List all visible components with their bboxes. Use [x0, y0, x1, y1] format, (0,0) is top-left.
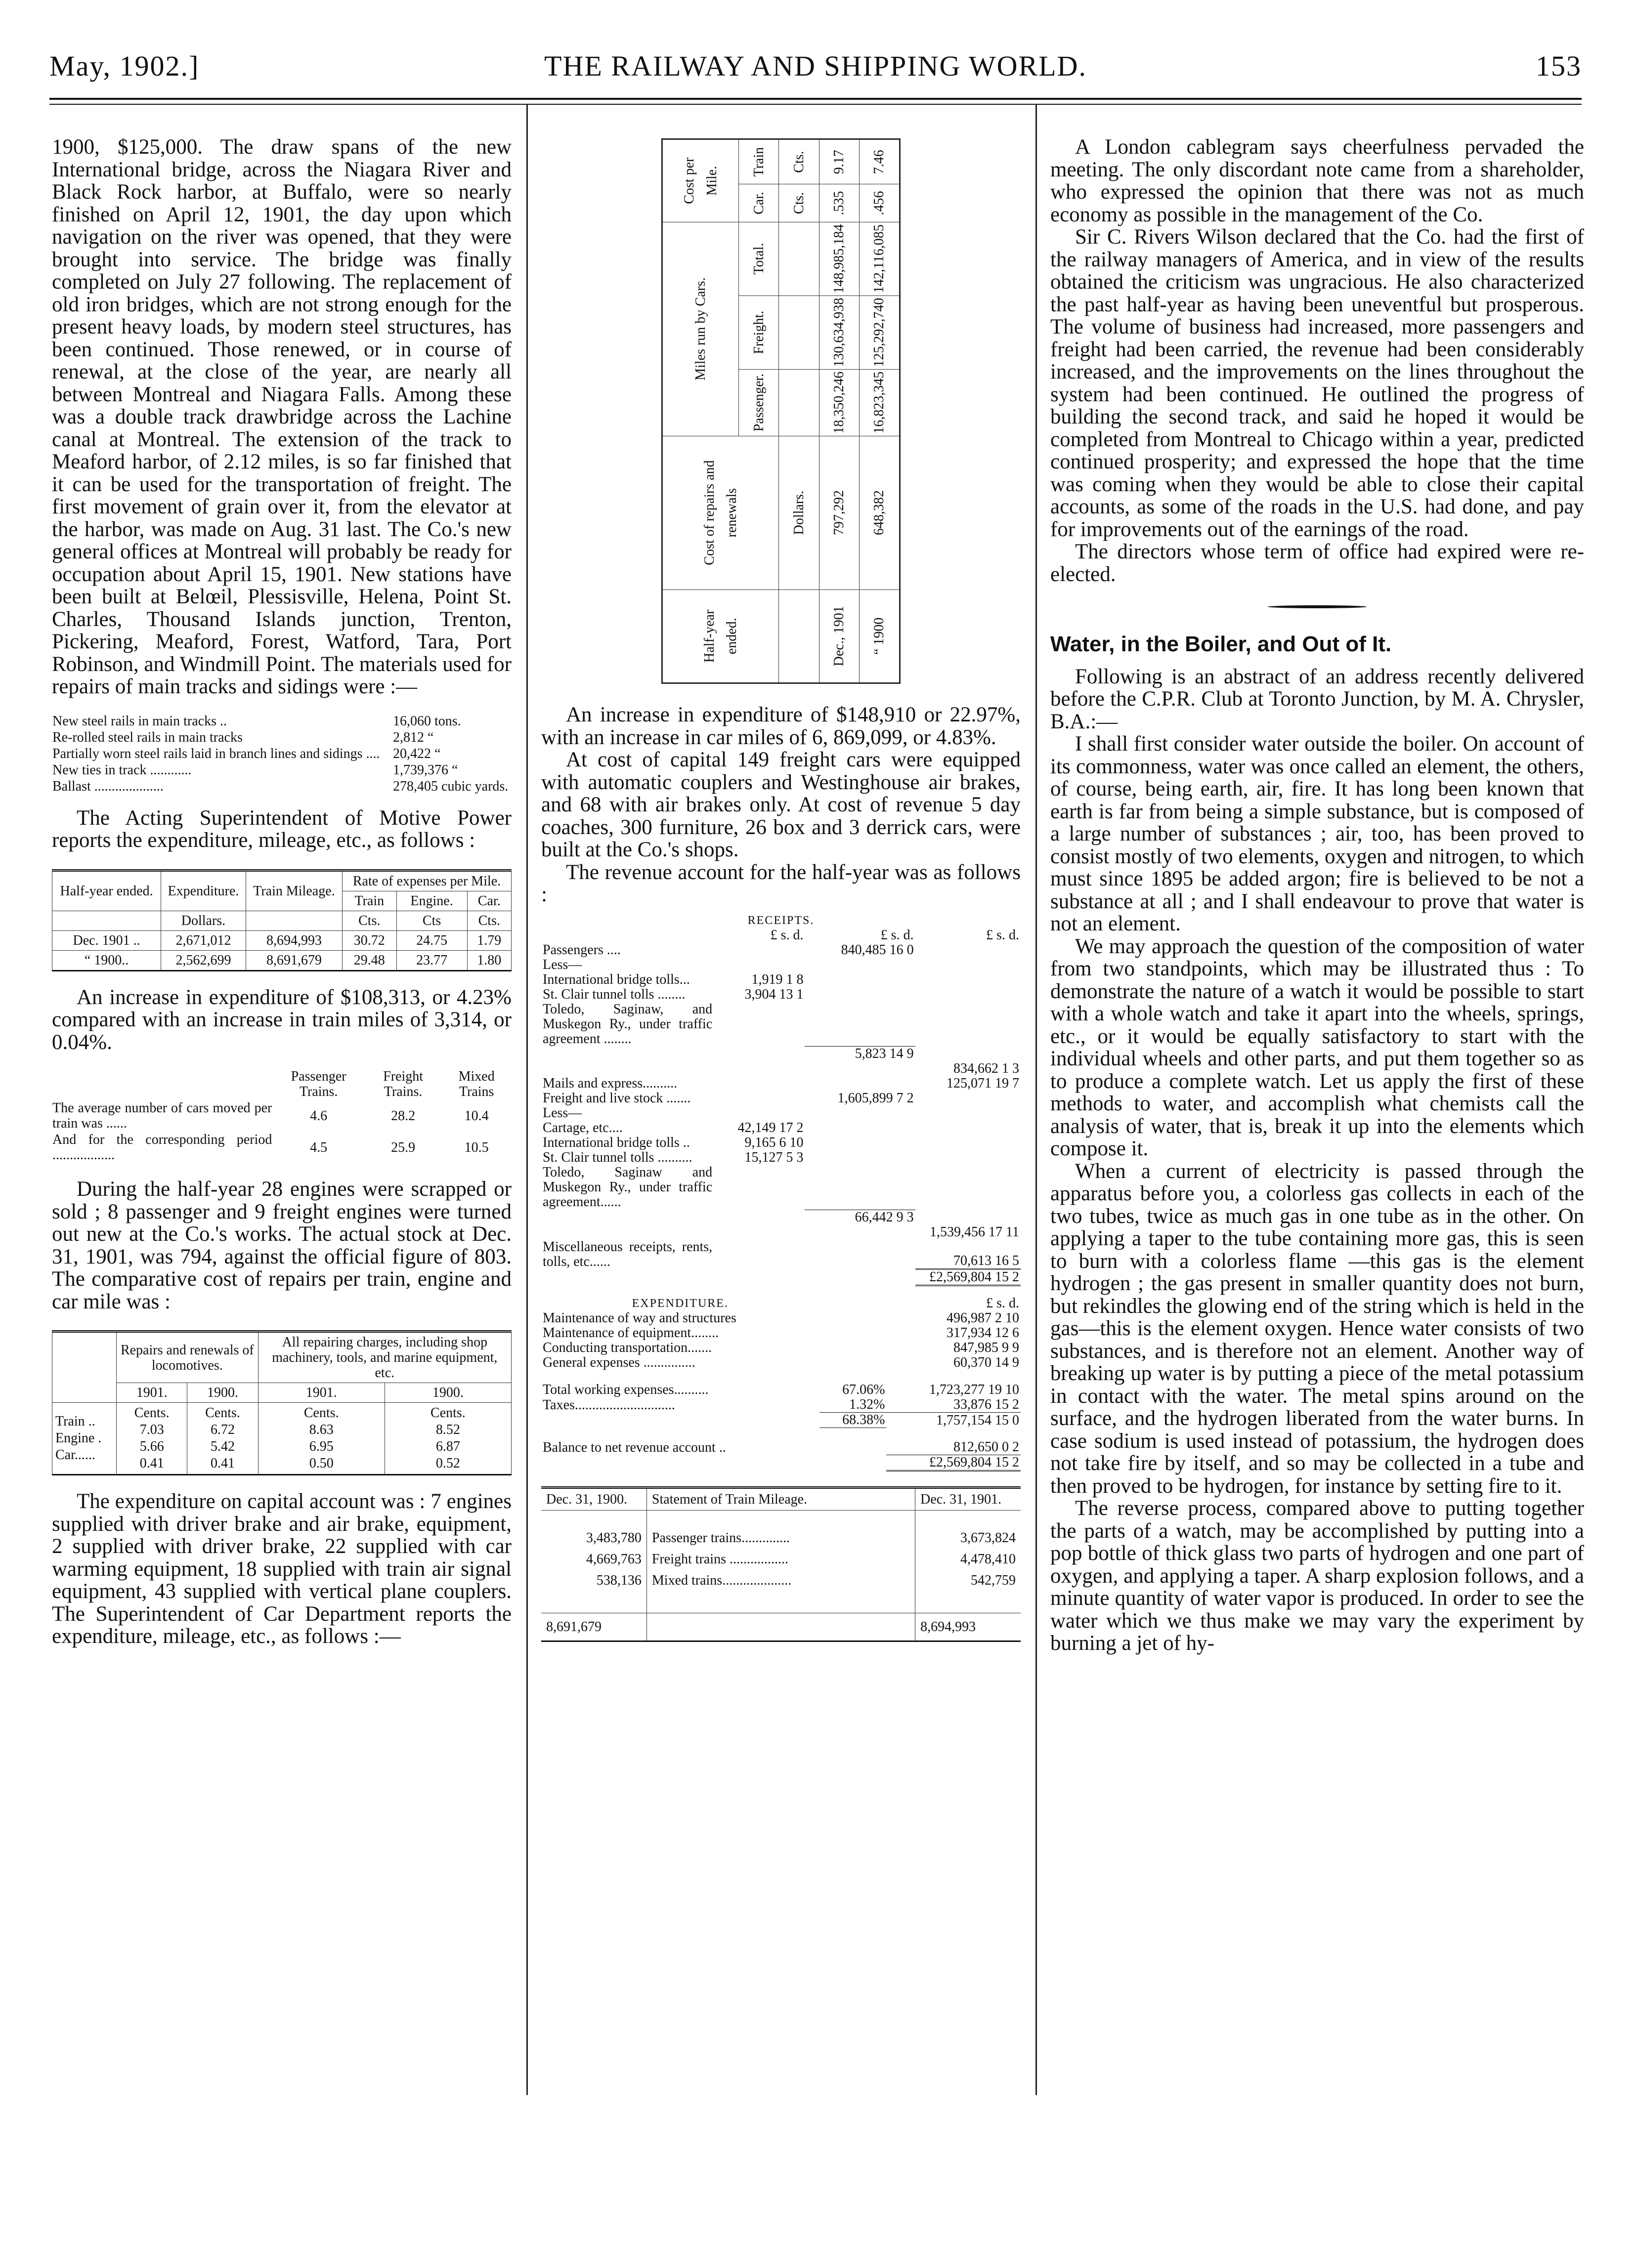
cell: [714, 1269, 805, 1286]
running-header: [49, 49, 1582, 89]
receipts-title: RECEIPTS.: [747, 914, 815, 927]
row-label: Mixed trains....................: [646, 1570, 915, 1613]
cell: [714, 1165, 805, 1210]
cell: 317,934 12 6: [947, 1325, 1019, 1341]
col-header: Dec. 31, 1901.: [915, 1488, 1021, 1511]
row-label: Conducting transportation.......: [543, 1340, 712, 1355]
cell: [915, 1121, 1021, 1135]
currency-header: £ s. d.: [986, 927, 1019, 943]
item-value: 20,422 “: [393, 746, 441, 761]
cell: 130,634,938: [819, 295, 859, 369]
table-row: [541, 1240, 1021, 1269]
table-row: [541, 1091, 1021, 1106]
cell: [819, 1326, 887, 1341]
col-header: Half-year ended.: [52, 870, 161, 911]
cell: [805, 1269, 915, 1286]
row-label: Maintenance of way and structures: [543, 1310, 736, 1326]
row-label: International bridge tolls...: [543, 971, 690, 987]
currency-header: £ s. d.: [880, 927, 914, 943]
page-number: 153: [1536, 50, 1582, 82]
col-header: Mixed Trains: [458, 1069, 495, 1099]
table-row: [541, 1076, 1021, 1091]
table-row: [541, 1341, 1021, 1355]
paragraph: The reverse process, compared above to putting together the parts of a watch, may be accomplished by putting into a pop bottle of thick glass two parts of hydrogen and one part of oxygen, and applying a taper. A sharp explosion follows, and a minute quantity of water vapor is produced. In order to see the water which we thus make we may vary the experiment by burning a jet of hy-: [1050, 1497, 1584, 1655]
item-label: Partially worn steel rails laid in branch lines and sidings ....: [52, 746, 380, 761]
item-label: Re-rolled steel rails in main tracks: [52, 729, 243, 745]
cell: 847,985 9 9: [953, 1340, 1019, 1355]
cell: [819, 1428, 887, 1455]
col-header: 1901.: [117, 1383, 187, 1403]
cell: 8.63: [309, 1422, 334, 1437]
cell: 1,605,899 7 2: [837, 1091, 914, 1106]
table-row: [541, 1165, 1021, 1210]
cell: [915, 987, 1021, 1002]
table-row: [819, 140, 859, 683]
cell: 10.5: [464, 1139, 489, 1155]
cell: [915, 1210, 1021, 1225]
cell: 0.50: [309, 1456, 334, 1471]
cell: 834,662 1 3: [953, 1061, 1019, 1076]
motive-power-table: [52, 869, 512, 971]
cell: Dec. 1901 ..: [52, 930, 161, 950]
item-label: New ties in track ............: [52, 762, 192, 778]
cell: [805, 1165, 915, 1210]
row-label: Toledo, Saginaw, and Muskegon Ry., under traffic agreement ........: [543, 1001, 713, 1047]
col-header: Cost of repairs and renewals: [663, 436, 779, 589]
item-label: New steel rails in main tracks ..: [52, 713, 227, 729]
cell: 125,071 19 7: [947, 1076, 1019, 1091]
cell: 4,478,410: [915, 1549, 1021, 1570]
cell: 496,987 2 10: [947, 1310, 1019, 1326]
table-row: [541, 1210, 1021, 1225]
row-label: And for the corresponding period ..................: [52, 1132, 272, 1163]
cell: 542,759: [915, 1570, 1021, 1613]
item-value: 1,739,376 “: [393, 762, 458, 778]
row-label: Freight and live stock .......: [543, 1091, 691, 1106]
col-header: Rate of expenses per Mile.: [343, 870, 512, 891]
cell: 1,757,154 15 0: [886, 1413, 1021, 1428]
row-label: Less—: [543, 1105, 582, 1121]
unit: Dollars.: [779, 436, 819, 589]
cell: [819, 1355, 887, 1370]
cell: 6.72: [210, 1422, 235, 1437]
unit: Cts: [396, 911, 467, 930]
cell: 33,876 15 2: [953, 1397, 1019, 1412]
col-header: Car.: [739, 184, 779, 222]
cell: 70,613 16 5: [953, 1253, 1019, 1268]
cell: [915, 1091, 1021, 1106]
currency-header: £ s. d.: [986, 1296, 1019, 1311]
cell: [805, 972, 915, 987]
cell: 840,485 16 0: [841, 942, 914, 958]
cell: 1.80: [467, 950, 511, 970]
section-ornament: [1268, 605, 1367, 608]
col-header: Train: [739, 140, 779, 184]
item-value: 16,060 tons.: [393, 713, 461, 729]
row-label: Toledo, Saginaw and Muskegon Ry., under traffic agreement......: [543, 1165, 713, 1210]
cell: [805, 987, 915, 1002]
list-item: [52, 778, 512, 795]
cell: 1,539,456 17 11: [930, 1224, 1019, 1240]
unit: Cents.: [205, 1405, 240, 1421]
cell: 812,650 0 2: [953, 1439, 1019, 1455]
table-row: [541, 1413, 1021, 1428]
cell: 28.2: [391, 1108, 416, 1124]
cell: 142,116,085: [859, 222, 899, 295]
cell: 4.5: [310, 1139, 328, 1155]
cell: [915, 1002, 1021, 1047]
list-item: [52, 762, 512, 778]
row-label: International bridge tolls ..: [543, 1135, 690, 1150]
cell: [714, 1091, 805, 1106]
table-row: [52, 1100, 512, 1132]
paragraph: During the half-year 28 engines were scrapped or sold ; 8 passenger and 9 freight engines were turned out new at the Co.'s works. The actual stock at Dec. 31, 1901, was 794, against the official figure of 803. The comparative cost of repairs per train, engine and car mile was :: [52, 1177, 512, 1313]
cell: [805, 958, 915, 972]
paragraph: An increase in expenditure of $108,313, or 4.23% compared with an increase in train miles of 3,314, or 0.04%.: [52, 985, 512, 1054]
row-label: Maintenance of equipment........: [543, 1325, 719, 1341]
unit: Cts.: [343, 911, 396, 930]
table-row: [541, 1150, 1021, 1165]
cell: 0.41: [139, 1456, 164, 1471]
journal-title: THE RAILWAY AND SHIPPING WORLD.: [544, 50, 1087, 82]
col-header: 1900.: [385, 1383, 511, 1403]
list-item: [52, 746, 512, 762]
paragraph: I shall first consider water outside the boiler. On account of its commonness, water was once called an element, the others, of course, being earth, air, fire. It has long been known that earth is far from being a simple substance, but is composed of a large number of substances ; air, too, has been proved to consist mostly of two elements, oxygen and nitrogen, to which must since 1895 be added argon; fire is believed to be not a substance at all ; and I shall endeavour to prove that water is not an element.: [1050, 732, 1584, 935]
cell: 125,292,740: [859, 295, 899, 369]
cell: 66,442 9 3: [805, 1210, 915, 1225]
table-row: [541, 1121, 1021, 1135]
row-label: Balance to net revenue account ..: [543, 1439, 726, 1455]
table-row: [541, 1613, 1021, 1641]
cell: [915, 1106, 1021, 1121]
col-header: Miles run by Cars.: [663, 222, 739, 436]
cell: 8.52: [435, 1422, 460, 1437]
paragraph: The directors whose term of office had expired were re-elected.: [1050, 540, 1584, 586]
cell: 16,823,345: [859, 369, 899, 436]
expenditure-title: EXPENDITURE.: [632, 1297, 729, 1310]
cell: 1,723,277 19 10: [929, 1382, 1019, 1397]
list-item: [52, 713, 512, 729]
list-item: [52, 729, 512, 746]
cell: [805, 1240, 915, 1269]
col-header: Dec. 31, 1900.: [541, 1488, 646, 1511]
paragraph: 1900, $125,000. The draw spans of the new International bridge, across the Niagara River and Black Rock harbor, at Buffalo, were so nearly finished on April 12, 1901, the day upon which navigation on the river was opened, that they were brought into service. The bridge was finally completed on July 27 following. The replacement of old iron bridges, which are not strong enough for the present heavy loads, by modern steel structures, has been continued. Those renewed, or in course of renewal, at the close of the year, are nearly all between Montreal and Niagara Falls. Among these was a double track drawbridge across the Lachine canal at Montreal. The extension of the track to Meaford harbor, of 2.12 miles, is so far finished that it can be used for the transportation of freight. The first movement of grain over it, from the elevator at the harbor, was made on Aug. 31 last. The Co.'s new general offices at Montreal will probably be ready for occupation about April 15, 1901. New stations have been built at Belœil, Plessisville, Helena, Point St. Charles, Thousand Islands junction, Trenton, Pickering, Meaford, Forest, Watford, Tara, Port Robinson, and Windmill Point. The materials used for repairs of main tracks and sidings were :—: [52, 135, 512, 698]
table-row: [541, 1397, 1021, 1413]
cell: [805, 1135, 915, 1150]
cell: “ 1900..: [52, 950, 161, 970]
car-department-table: [661, 138, 901, 684]
cell: 148,985,184: [819, 222, 859, 295]
cell: 10.4: [464, 1108, 489, 1124]
paragraph: The Acting Superintendent of Motive Power reports the expenditure, mileage, etc., as follows :: [52, 806, 512, 852]
cell: £2,569,804 15 2: [915, 1269, 1021, 1286]
cell: [805, 1061, 915, 1076]
cell: Dec., 1901: [819, 589, 859, 682]
cell: [805, 1150, 915, 1165]
cell: [819, 1341, 887, 1355]
table-row: [52, 1132, 512, 1163]
cell: 25.9: [391, 1139, 416, 1155]
cell: 5,823 14 9: [805, 1047, 915, 1062]
cell: [915, 1150, 1021, 1165]
unit: Dollars.: [161, 911, 246, 930]
cell: [714, 943, 805, 958]
column-divider: [526, 104, 528, 2095]
cell: 5.42: [210, 1439, 235, 1454]
row-label: The average number of cars moved per train was ......: [52, 1100, 272, 1131]
cell: 29.48: [343, 950, 396, 970]
cell: [915, 943, 1021, 958]
cell: 4,669,763: [541, 1549, 646, 1570]
row-label: Mails and express..........: [543, 1076, 678, 1091]
row-label: [541, 1455, 819, 1471]
cell: [805, 1121, 915, 1135]
col-header: Expenditure.: [161, 870, 246, 911]
table-row: [541, 1511, 1021, 1549]
table-row: [541, 972, 1021, 987]
expenditure-table: [541, 1296, 1021, 1471]
materials-list: [52, 713, 512, 795]
col-header: Engine.: [396, 891, 467, 911]
article-heading: Water, in the Boiler, and Out of It.: [1050, 632, 1392, 656]
table-row: [541, 1269, 1021, 1286]
col-header: Passenger Trains.: [291, 1069, 346, 1099]
paragraph: The revenue account for the half-year was as follows :: [541, 860, 1021, 906]
cell: [915, 958, 1021, 972]
table-row: [541, 1570, 1021, 1613]
cell: 2,562,699: [161, 950, 246, 970]
row-label: Miscellaneous receipts, rents, tolls, etc......: [543, 1239, 713, 1269]
cell: 0.52: [435, 1456, 460, 1471]
cell: [915, 972, 1021, 987]
cell: 9.17: [819, 140, 859, 184]
cell: [819, 1455, 887, 1471]
row-label: Freight trains .................: [646, 1549, 915, 1570]
col-header: All repairing charges, including shop machinery, tools, and marine equipment, etc.: [258, 1332, 511, 1383]
table-row: [541, 1135, 1021, 1150]
header-rule-thin: [49, 104, 1582, 105]
cell: 5.66: [139, 1439, 164, 1454]
item-value: 2,812 “: [393, 729, 434, 745]
table-row: [541, 1428, 1021, 1455]
cell: [714, 1240, 805, 1269]
cell: [805, 1106, 915, 1121]
col-header: Passenger.: [739, 369, 779, 436]
unit: Cents.: [303, 1405, 339, 1421]
table-row: [541, 1106, 1021, 1121]
col-header: Train Mileage.: [246, 870, 342, 911]
column-divider: [1035, 104, 1037, 2095]
cell: 538,136: [541, 1570, 646, 1613]
paragraph: When a current of electricity is passed through the apparatus before you, a colorless gas collects in each of the two tubes, twice as much gas in one tube as in the other. On applying a taper to the tube containing more gas, this is seen to burn with a colorless flame —this gas is the element hydrogen ; the gas present in smaller quantity does not burn, but rekindles the glowing end of the string which is held in the gas—this is the element oxygen. Hence water consists of two substances, and is therefore not an element. Another way of breaking up water is by putting a piece of the metal potassium in contact with the water. The metal spins around on the surface, and the hydrogen liberated from the water burns. In case sodium is used instead of potassium, the hydrogen does not take fire by itself, and so may be collected in a tube and then proved to be hydrogen, for instance by setting fire to it.: [1050, 1159, 1584, 1498]
table-row: [541, 987, 1021, 1002]
cell: [915, 1135, 1021, 1150]
col-header: Train: [343, 891, 396, 911]
issue-date: May, 1902.]: [49, 50, 200, 82]
column-3: [1050, 136, 1584, 1655]
col-header: 1900.: [187, 1383, 258, 1403]
table-row: [541, 1326, 1021, 1341]
column-2: [541, 136, 1021, 1642]
col-header: Total.: [739, 222, 779, 295]
train-mileage-table: [541, 1486, 1021, 1642]
col-header: Repairs and renewals of locomotives.: [117, 1332, 258, 1383]
paragraph: A London cablegram says cheerfulness pervaded the meeting. The only discordant note came from a shareholder, who expressed the opinion that there was not as much economy as possible in the management of the Co.: [1050, 135, 1584, 226]
cell: 1.32%: [849, 1397, 885, 1412]
row-label: [541, 1047, 714, 1062]
table-row: [859, 140, 899, 683]
row-label: Taxes.............................: [543, 1397, 675, 1413]
cell: 2,671,012: [161, 930, 246, 950]
column-1: [52, 136, 512, 1648]
cell: £2,569,804 15 2: [886, 1455, 1021, 1471]
unit: Cts.: [779, 184, 819, 222]
col-header: Statement of Train Mileage.: [646, 1488, 915, 1511]
cell: 648,382: [859, 436, 899, 589]
row-label: [541, 1225, 714, 1240]
col-header: Freight Trains.: [383, 1069, 424, 1099]
cell: 4.6: [310, 1108, 328, 1124]
cell: [714, 1061, 805, 1076]
col-header: Cost per Mile.: [663, 140, 739, 222]
row-label: [541, 1061, 714, 1076]
table-row: [52, 911, 512, 930]
item-value: 278,405 cubic yards.: [393, 778, 509, 794]
header-rule: [49, 98, 1582, 100]
cell: [819, 1311, 887, 1326]
table-row: [541, 1225, 1021, 1240]
table-row: [541, 1549, 1021, 1570]
paragraph: We may approach the question of the composition of water from two standpoints, which may be illustrated thus : To demonstrate the nature of a watch it would be possible to start with a whole watch and take it apart into the wheels, springs, etc., or it would be equally satisfactory to start with the individual wheels and other parts, and put them together so as to produce a complete watch. Let us apply the first of these methods to water, and accomplish what chemists call the analysis of water, that is, break it up into the elements which compose it.: [1050, 934, 1584, 1160]
row-label: [541, 1210, 714, 1225]
cell: .535: [819, 184, 859, 222]
cell: [714, 1225, 805, 1240]
cell: [714, 1210, 805, 1225]
cell: 3,673,824: [915, 1511, 1021, 1549]
unit: Cts.: [779, 140, 819, 184]
cell: 67.06%: [842, 1382, 885, 1397]
currency-header: £ s. d.: [770, 927, 804, 943]
cell: 8,691,679: [246, 950, 342, 970]
cell: [714, 1106, 805, 1121]
row-label: Cartage, etc....: [543, 1120, 623, 1135]
cell: 797,292: [819, 436, 859, 589]
cell: [714, 1047, 805, 1062]
cell: 30.72: [343, 930, 396, 950]
row-label: Car......: [55, 1447, 95, 1463]
paragraph: Following is an abstract of an address recently delivered before the C.P.R. Club at Toronto Junction, by M. A. Chrysler, B.A.:—: [1050, 665, 1584, 733]
table-row: [541, 1311, 1021, 1326]
cell: [805, 1076, 915, 1091]
col-header: Freight.: [739, 295, 779, 369]
cell: 68.38%: [819, 1413, 887, 1428]
cell: 8,694,993: [246, 930, 342, 950]
cell: 15,127 5 3: [744, 1150, 804, 1165]
cell: .456: [859, 184, 899, 222]
cell: 0.41: [210, 1456, 235, 1471]
row-label: General expenses ...............: [543, 1355, 695, 1370]
table-row: [52, 930, 512, 950]
paragraph: The expenditure on capital account was : 7 engines supplied with driver brake and air brake, equipment, 2 supplied with driver brake, 22 supplied with car warming equipment, 18 supplied with train air signal equipment, 43 supplied with vertical plane couplers. The Superintendent of Car Department reports the expenditure, mileage, etc., as follows :—: [52, 1490, 512, 1648]
table-row: [541, 958, 1021, 972]
cell: 3,904 13 1: [744, 986, 804, 1002]
table-row: [541, 1455, 1021, 1471]
row-label: Passenger trains..............: [646, 1511, 915, 1549]
receipts-table: [541, 928, 1021, 1287]
cell: [805, 1225, 915, 1240]
cell: 23.77: [396, 950, 467, 970]
cell: [714, 958, 805, 972]
cell: 8,694,993: [915, 1613, 1021, 1641]
paragraph: Sir C. Rivers Wilson declared that the Co. had the first of the railway managers of America, and in view of the results obtained the criticism was ungracious. He also characterized the past half-year as having been uneventful but prosperous. The volume of business had increased, more passengers and freight had been carried, the revenue had been considerably increased, and the improvements on the lines throughout the system had been continued. He outlined the progress of building the second track, and said he hoped it would be completed from Montreal to Chicago within a year, predicted continued prosperity; and expressed the hope that the time was coming when they would be able to close their capital accounts, as some of the roads in the U.S. had done, and pay for improvements out of the earnings of the road.: [1050, 225, 1584, 541]
table-row: [541, 1370, 1021, 1397]
unit: Cents.: [431, 1405, 466, 1421]
cell: 18,350,246: [819, 369, 859, 436]
table-row: [779, 140, 819, 683]
row-label: Less—: [543, 957, 582, 972]
cell: 24.75: [396, 930, 467, 950]
cell: [714, 1076, 805, 1091]
table-row: [541, 1061, 1021, 1076]
table-row: [541, 1047, 1021, 1062]
row-label: Train ..: [55, 1414, 95, 1429]
cell: 42,149 17 2: [737, 1120, 804, 1135]
cell: 7.46: [859, 140, 899, 184]
unit: Cents.: [134, 1405, 170, 1421]
row-label: Engine .: [55, 1430, 102, 1446]
cell: “ 1900: [859, 589, 899, 682]
table-row: [541, 943, 1021, 958]
table-row: [541, 1355, 1021, 1370]
cell: 9,165 6 10: [744, 1135, 804, 1150]
row-label: [541, 1413, 819, 1428]
table-row: [52, 1403, 512, 1475]
cell: [915, 1047, 1021, 1062]
cell: 6.95: [309, 1439, 334, 1454]
repairs-cost-table: [52, 1330, 512, 1475]
cell: 60,370 14 9: [953, 1355, 1019, 1370]
cell: 1,919 1 8: [751, 971, 804, 987]
row-label: Passengers ....: [543, 942, 621, 958]
cell: [714, 1002, 805, 1047]
col-header: Half-year ended.: [663, 589, 779, 682]
table-row: [541, 1002, 1021, 1047]
cell: 3,483,780: [541, 1511, 646, 1549]
cars-per-train-table: [52, 1068, 512, 1163]
cell: [915, 1165, 1021, 1210]
paragraph: An increase in expenditure of $148,910 or 22.97%, with an increase in car miles of 6, 869,099, or 4.83%.: [541, 703, 1021, 749]
row-label: St. Clair tunnel tolls ........: [543, 986, 686, 1002]
col-header: Car.: [467, 891, 511, 911]
row-label: St. Clair tunnel tolls ..........: [543, 1150, 692, 1165]
cell: [805, 1002, 915, 1047]
cell: 6.87: [435, 1439, 460, 1454]
cell: 7.03: [139, 1422, 164, 1437]
unit: Cts.: [467, 911, 511, 930]
table-row: [52, 950, 512, 970]
row-label: Total working expenses..........: [543, 1382, 709, 1397]
cell: 1.79: [467, 930, 511, 950]
col-header: 1901.: [258, 1383, 385, 1403]
paragraph: At cost of capital 149 freight cars were equipped with automatic couplers and Westinghouse air brakes, and 68 with air brakes only. At cost of revenue 5 day coaches, 300 furniture, 26 box and 3 derrick cars, were built at the Co.'s shops.: [541, 748, 1021, 861]
row-label: [541, 1269, 714, 1286]
cell: 8,691,679: [541, 1613, 646, 1641]
item-label: Ballast ....................: [52, 778, 164, 794]
